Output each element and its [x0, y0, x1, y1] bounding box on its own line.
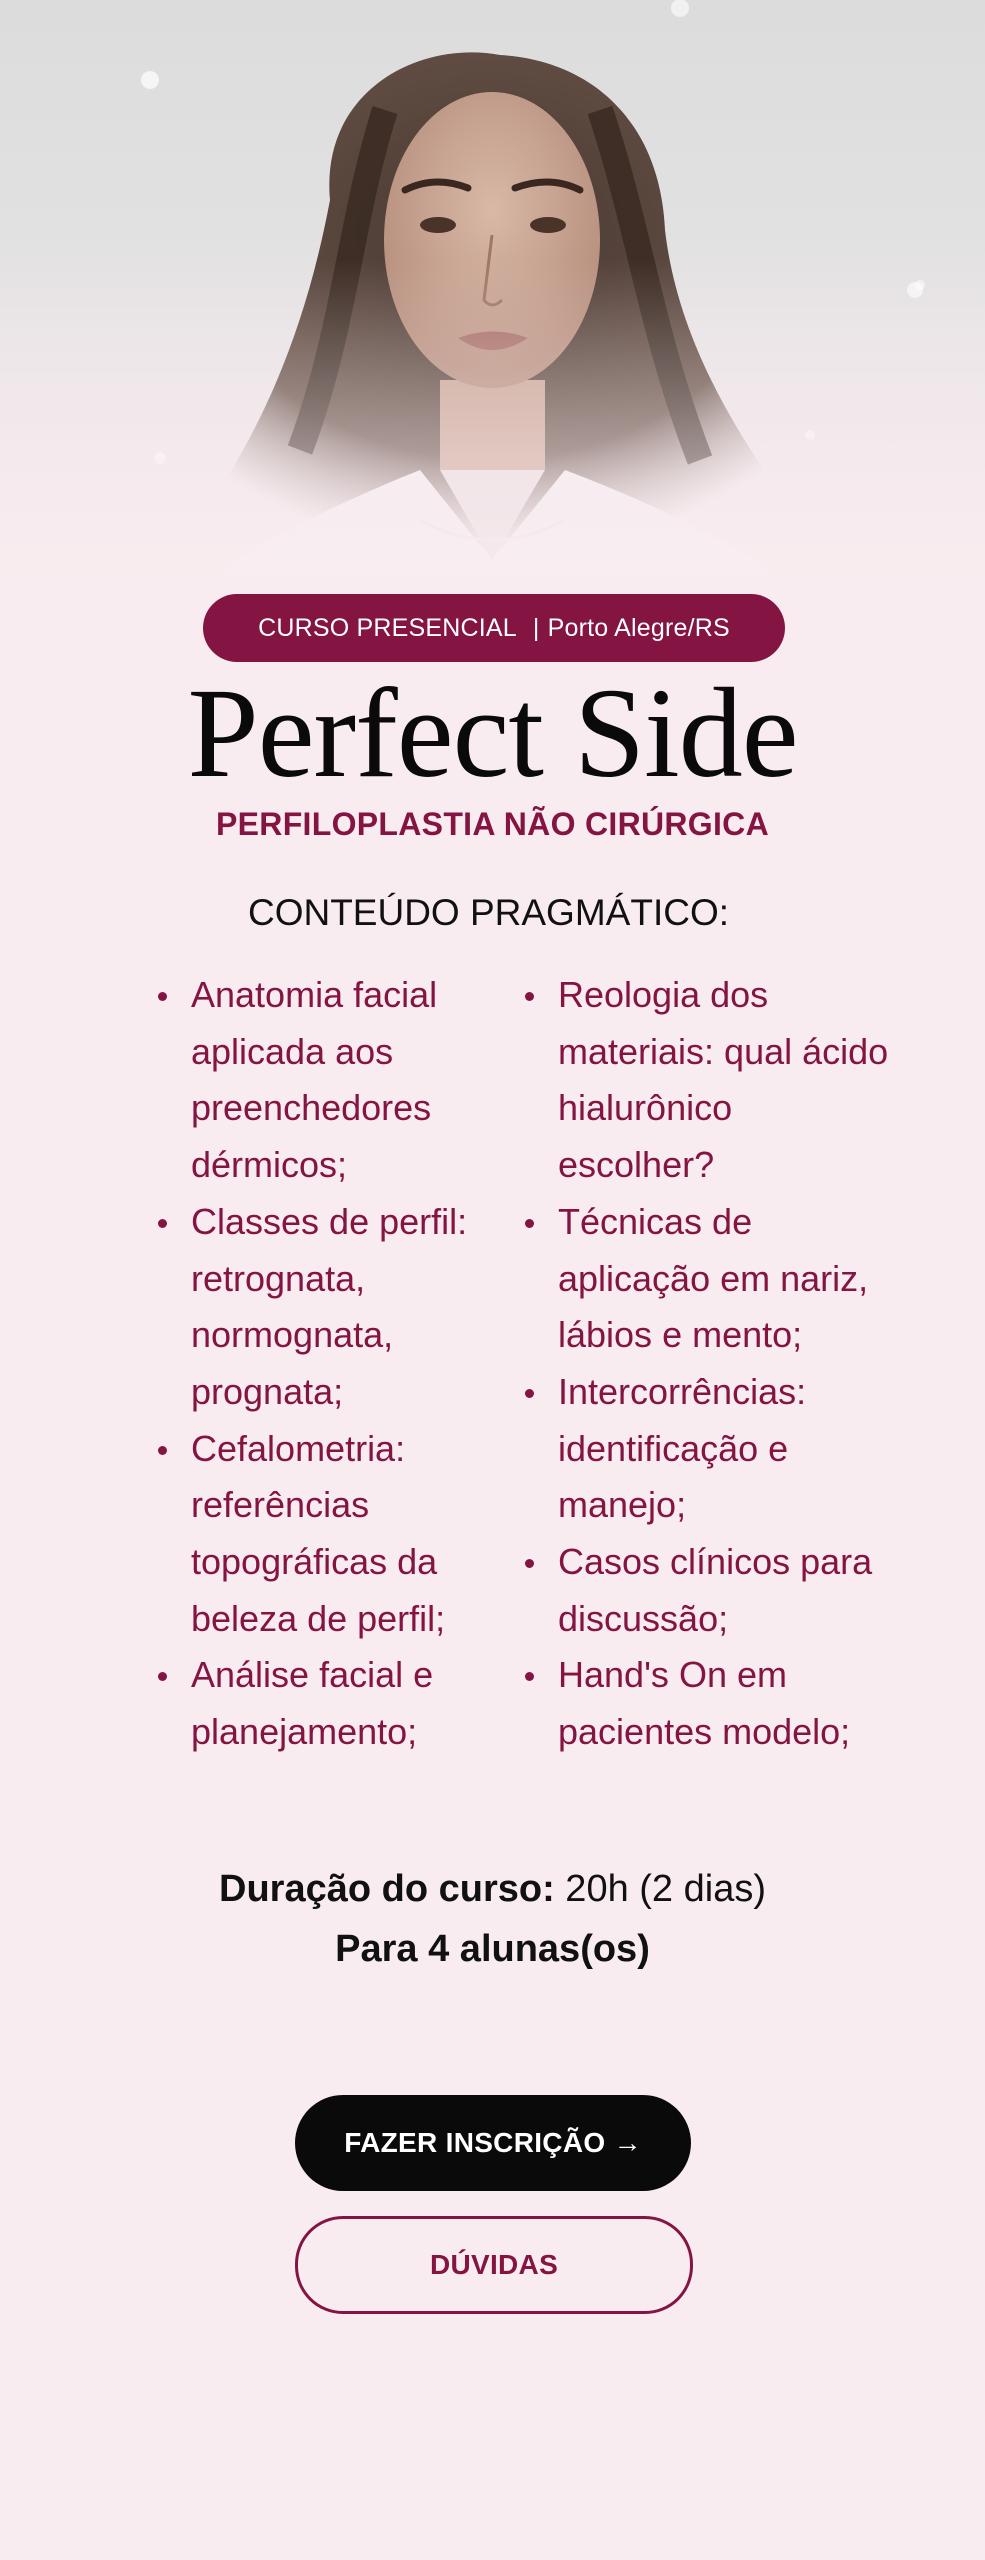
- enroll-button-label: FAZER INSCRIÇÃO: [344, 2127, 606, 2158]
- course-duration: [0, 1859, 985, 1919]
- badge-separator: |: [532, 613, 540, 642]
- questions-button[interactable]: [295, 2216, 693, 2314]
- course-subtitle: PERFILOPLASTIA NÃO CIRÚRGICA: [216, 806, 769, 842]
- content-list-left: [150, 967, 495, 1761]
- content-list-item: Hand's On em pacientes modelo;: [517, 1647, 897, 1760]
- duration-value: 20h (2 dias): [554, 1868, 766, 1910]
- enroll-button[interactable]: [295, 2095, 691, 2191]
- student-count: Para 4 alunas(os): [335, 1928, 650, 1970]
- course-type-label: CURSO PRESENCIAL: [258, 613, 517, 642]
- content-list-right: [517, 967, 897, 1761]
- content-list-item: Reologia dos materiais: qual ácido hialurônico escolher?: [517, 967, 897, 1194]
- course-type-badge: [203, 594, 785, 662]
- content-list-item: Anatomia facial aplicada aos preenchedores dérmicos;: [150, 967, 495, 1194]
- course-location: Porto Alegre/RS: [547, 613, 730, 642]
- questions-button-label: DÚVIDAS: [429, 2249, 559, 2280]
- content-list-item: Análise facial e planejamento;: [150, 1647, 495, 1760]
- arrow-right-icon: →: [613, 2127, 642, 2158]
- content-heading: CONTEÚDO PRAGMÁTICO:: [247, 892, 730, 933]
- content-list-item: Cefalometria: referências topográficas da beleza de perfil;: [150, 1421, 495, 1648]
- content-list-item: Classes de perfil: retrognata, normognata, prognata;: [150, 1194, 495, 1421]
- content-list-item: Casos clínicos para discussão;: [517, 1534, 897, 1647]
- content-list-item: Técnicas de aplicação em nariz, lábios e mento;: [517, 1194, 897, 1364]
- course-title: Perfect Side: [187, 662, 798, 804]
- woman-portrait-image: [0, 0, 985, 660]
- duration-label: Duração do curso:: [219, 1868, 555, 1910]
- hero-photo: [0, 0, 985, 660]
- content-list-item: Intercorrências: identificação e manejo;: [517, 1364, 897, 1534]
